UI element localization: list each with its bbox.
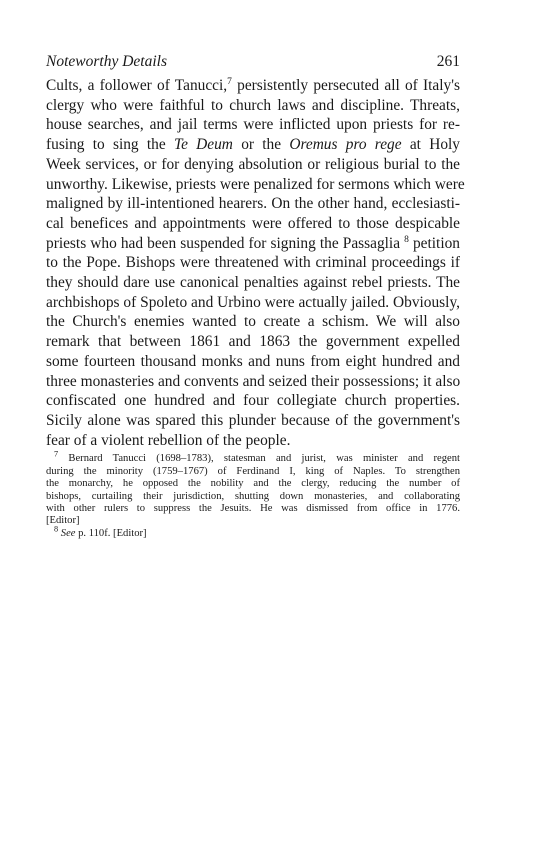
footnote-number: 8 — [54, 524, 59, 534]
footnote-ref-8[interactable]: 8 — [404, 233, 409, 245]
body-line: fusing to sing the Te Deum or the Oremus pro rege at Holy — [46, 136, 460, 154]
oremus-title: Oremus pro rege — [289, 136, 402, 154]
body-line: clergy who were faithful to church laws and discipline. Threats, — [46, 96, 460, 114]
page-number: 261 — [436, 53, 460, 70]
body-line: the Church's enemies wanted to create a schism. We will also — [46, 313, 460, 331]
footnote-line: [Editor] — [46, 515, 80, 527]
body-line: maligned by ill-intentioned hearers. On the other hand, ecclesiasti- — [46, 195, 460, 213]
footnote-line: $^8$ See p. 110f. [Editor] — [54, 524, 147, 539]
footnote-number: 7 — [54, 449, 59, 459]
body-line: fear of a violent rebellion of the people. — [46, 431, 291, 449]
footnote-8 — [46, 524, 460, 540]
footnote-line: during the minority (1759–1767) of Ferdinand I, king of Naples. To strengthen — [46, 465, 460, 477]
body-line: some fourteen thousand monks and nuns from eight hundred and — [46, 352, 460, 370]
body-line: confiscated one hundred and four collegiate church properties. — [46, 392, 460, 410]
body-line: cal benefices and appointments were offered to those despicable — [46, 214, 460, 232]
footnote-line: the monarchy, he opposed the nobility and the clergy, reducing the number of — [46, 478, 460, 490]
running-head — [46, 53, 460, 71]
body-line: unworthy. Likewise, priests were penalized for sermons which were — [46, 175, 465, 193]
footnote-line: bishops, curtailing their jurisdiction, shutting down monasteries, and collaborating — [46, 490, 460, 502]
footnote-line: $^7$ Bernard Tanucci (1698–1783), statesman and jurist, was minister and regent — [54, 449, 460, 465]
body-line: Cults, a follower of Tanucci,$^7$ persistently persecuted all of Italy's — [46, 75, 460, 94]
footnotes — [46, 449, 460, 540]
body-paragraph — [46, 75, 465, 450]
footnote-line: with other rulers to suppress the Jesuits. He was dismissed from office in 1776. — [46, 502, 460, 514]
body-line: house searches, and jail terms were inflicted upon priests for re- — [46, 116, 460, 134]
te-deum-title: Te Deum — [173, 136, 233, 154]
body-line: priests who had been suspended for signing the Passaglia $^8$ petition — [46, 233, 460, 252]
body-line: remark that between 1861 and 1863 the government expelled — [46, 333, 460, 351]
footnote-ref-7[interactable]: 7 — [227, 75, 232, 87]
see-link[interactable]: See — [60, 527, 76, 539]
book-page — [46, 53, 465, 540]
body-line: archbishops of Spoleto and Urbino were actually jailed. Obviously, — [46, 293, 460, 311]
running-head-title: Noteworthy Details — [46, 53, 167, 70]
body-line: Week services, or for denying absolution or religious burial to the — [46, 155, 460, 173]
body-line: they should dare use canonical penalties against rebel priests. The — [46, 274, 460, 292]
footnote-7 — [46, 449, 460, 527]
body-line: Sicily alone was spared this plunder because of the government's — [46, 411, 460, 429]
body-line: to the Pope. Bishops were threatened with criminal proceedings if — [46, 254, 460, 272]
body-line: three monasteries and convents and seized their possessions; it also — [46, 372, 461, 390]
